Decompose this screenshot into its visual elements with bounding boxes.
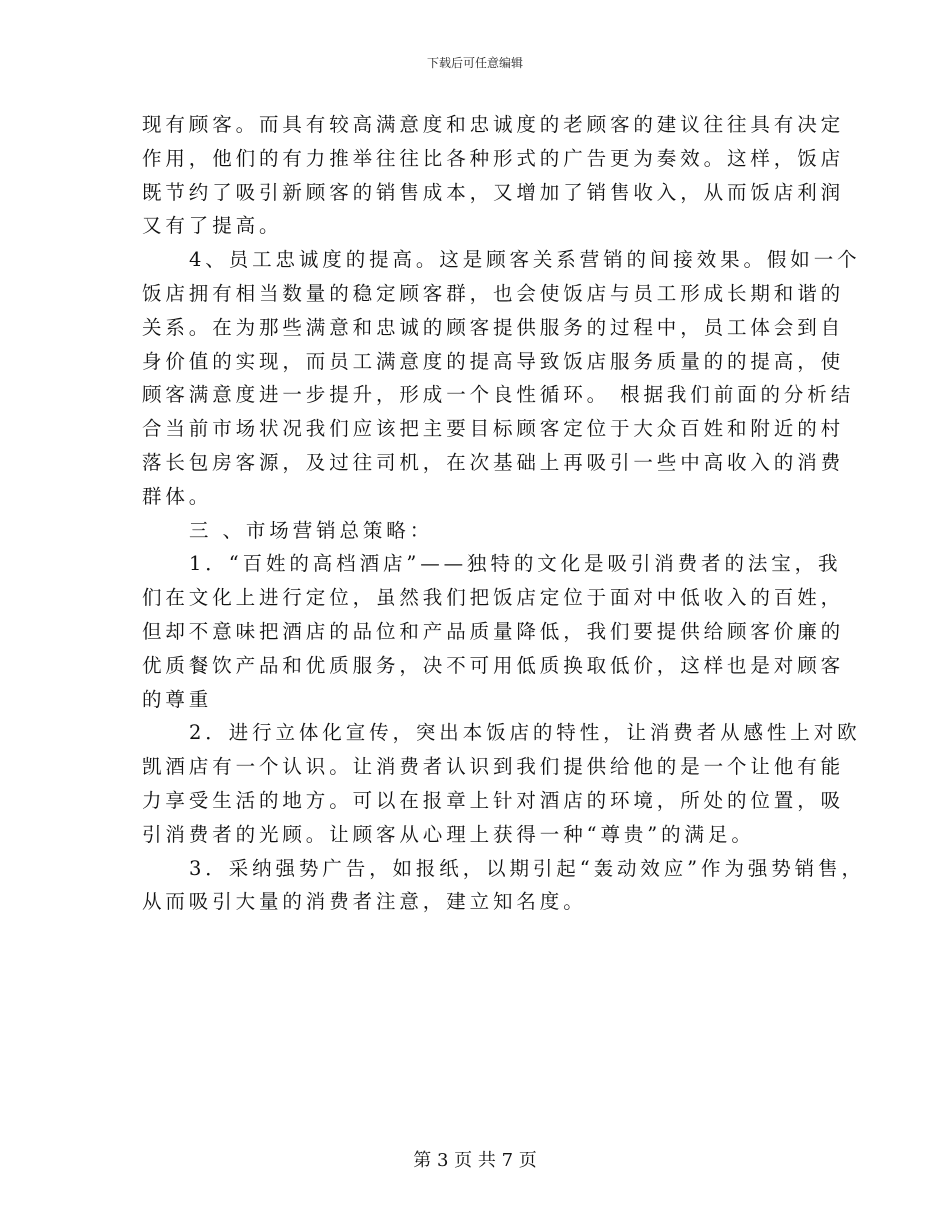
text-line: 饭店拥有相当数量的稳定顾客群，也会使饭店与员工形成长期和谐的 [142,281,845,305]
text-line: 身价值的实现，而员工满意度的提高导致饭店服务质量的的提高，使 [142,349,845,373]
section-heading: 三 、市场营销总策略： [189,518,434,542]
text-line: 又有了提高。 [142,214,283,238]
text-line: 4、员工忠诚度的提高。这是顾客关系营销的间接效果。假如一个 [189,248,861,272]
text-line: 现有顾客。而具有较高满意度和忠诚度的老顾客的建议往往具有决定 [142,113,845,136]
document-body [142,108,865,919]
text-line: 力享受生活的地方。可以在报章上针对酒店的环境，所处的位置，吸 [142,788,845,812]
text-line: 1．“百姓的高档酒店”——独特的文化是吸引消费者的法宝，我 [189,552,842,576]
text-line: 但却不意味把酒店的品位和产品质量降低，我们要提供给顾客价廉的 [142,619,845,643]
page-header: 下载后可任意编辑 [426,56,523,70]
text-line: 关系。在为那些满意和忠诚的顾客提供服务的过程中，员工体会到自 [142,315,845,339]
text-line: 们在文化上进行定位，虽然我们把饭店定位于面对中低收入的百姓， [142,586,845,610]
text-line: 引消费者的光顾。让顾客从心理上获得一种“尊贵”的满足。 [142,822,755,846]
text-line: 的尊重 [142,687,213,711]
text-line: 群体。 [142,484,213,508]
text-line: 合当前市场状况我们应该把主要目标顾客定位于大众百姓和附近的村 [142,417,845,441]
text-line: 凯酒店有一个认识。让消费者认识到我们提供给他的是一个让他有能 [142,755,845,779]
text-line: 顾客满意度进一步提升，形成一个良性循环。 根据我们前面的分析结 [142,383,855,407]
text-line: 既节约了吸引新顾客的销售成本，又增加了销售收入，从而饭店利润 [142,180,845,204]
text-line: 2．进行立体化宣传，突出本饭店的特性，让消费者从感性上对欧 [189,721,861,745]
text-line: 优质餐饮产品和优质服务，决不可用低质换取低价，这样也是对顾客 [142,653,845,677]
text-line: 落长包房客源，及过往司机，在次基础上再吸引一些中高收入的消费 [142,450,845,474]
text-line: 3．采纳强势广告，如报纸，以期引起“轰动效应”作为强势销售， [189,856,865,880]
text-line: 从而吸引大量的消费者注意，建立知名度。 [142,890,587,914]
text-line: 作用，他们的有力推举往往比各种形式的广告更为奏效。这样，饭店 [142,146,845,170]
page-footer: 第 3 页 共 7 页 [413,1150,537,1171]
